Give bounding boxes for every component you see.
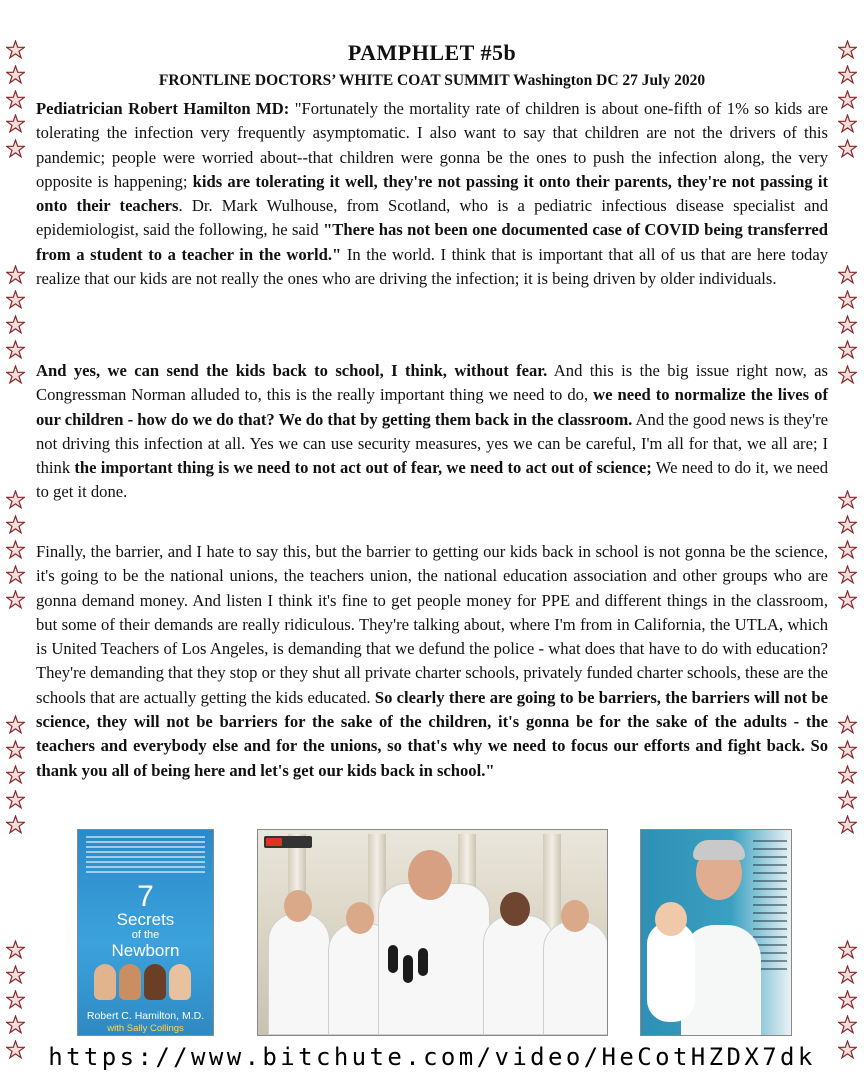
book-coauthor: with Sally Collings — [107, 1023, 184, 1034]
book-title-line-3: Newborn — [111, 941, 180, 960]
babies-illustration — [92, 958, 199, 1000]
star-icon — [6, 365, 25, 384]
star-icon — [838, 315, 857, 334]
pamphlet-title: PAMPHLET #5b — [347, 40, 517, 65]
star-icon — [6, 65, 25, 84]
star-icon — [838, 114, 857, 133]
p3-text-1: Finally, the barrier, and I hate to say this, but the barrier to getting our kids back in school is not gonna be the science, it's going to be the national unions, the teachers union, the national education association and other groups who are gonna demand money. And listen I think it's fine to get people money for PPE and different things in the classroom, but some of their demands are really ridiculous. They're talking about, where I'm from in California, the UTLA, which is United Teachers of Los Angeles, is demanding that we defund the police - what does that have to do with education? They're demanding that they stop or they shut all private charter schools, privately funded charter schools, these are the schools that are actually getting the kids educated. — [36, 542, 828, 707]
star-icon — [6, 139, 25, 158]
book-title-line-2: of the — [131, 929, 160, 941]
star-icon — [838, 40, 857, 59]
star-icon — [838, 365, 857, 384]
star-icon — [838, 490, 857, 509]
star-icon — [838, 290, 857, 309]
star-icon — [838, 590, 857, 609]
star-icon — [6, 590, 25, 609]
p2-bold-2: we need to normalize the lives of our children - how do we do that? We do that by getting them back in the classroom. — [36, 385, 828, 429]
star-icon — [838, 740, 857, 759]
event-subtitle: FRONTLINE DOCTORS’ WHITE COAT SUMMIT Washington DC 27 July 2020 — [158, 72, 706, 89]
p1-text-1: "Fortunately the mortality rate of children is about one-fifth of 1% so kids are tolerating the infection very frequently asymptomatic. I also want to say that children are not the drivers of this pandemic; people were worried about--that children were gonna be the ones to push the infection along, the very opposite is happening; — [36, 99, 828, 191]
star-icon — [838, 515, 857, 534]
star-icon — [6, 790, 25, 809]
star-icon — [6, 340, 25, 359]
summit-photo — [257, 829, 608, 1036]
star-icon — [838, 940, 857, 959]
star-icon — [6, 765, 25, 784]
doctor-portrait-photo — [640, 829, 792, 1036]
star-icon — [838, 990, 857, 1009]
star-icon — [6, 265, 25, 284]
p1-text-2: . Dr. Mark Wulhouse, from Scotland, who is a pediatric infectious disease specialist and epidemiologist, said the following, he said — [36, 196, 828, 240]
star-icon — [6, 815, 25, 834]
star-icon — [6, 565, 25, 584]
p2-bold-1: And yes, we can send the kids back to school, I think, without fear. — [36, 361, 548, 380]
p2-bold-3: the important thing is we need to not act out of fear, we need to act out of science; — [74, 458, 652, 478]
paragraph-3 — [36, 540, 828, 783]
star-icon — [838, 139, 857, 158]
book-title-line-1: Secrets — [116, 910, 175, 929]
star-icon — [838, 340, 857, 359]
star-icon — [6, 540, 25, 559]
star-icon — [6, 965, 25, 984]
book-title-number: 7 — [137, 880, 154, 913]
star-icon — [6, 1015, 25, 1034]
star-icon — [6, 90, 25, 109]
star-icon — [6, 315, 25, 334]
star-icon — [6, 114, 25, 133]
video-url[interactable]: https://www.bitchute.com/video/HeCotHZDX7dk — [48, 1043, 816, 1071]
star-icon — [6, 940, 25, 959]
paragraph-1 — [36, 97, 828, 291]
star-icon — [838, 1015, 857, 1034]
book-title — [78, 910, 213, 960]
p2-text-2: And the good news is they're not driving this infection at all. Yes we can use security measures, yes we can be careful, I'm all for that, we all are; I think — [36, 409, 828, 478]
star-icon — [838, 540, 857, 559]
star-icon — [838, 965, 857, 984]
speaker-name: Pediatrician Robert Hamilton MD: — [36, 99, 290, 118]
live-broadcast-badge — [264, 836, 312, 848]
star-icon — [6, 490, 25, 509]
p2-text-3: We need to do it, we need to get it done. — [36, 458, 828, 502]
star-icon — [6, 40, 25, 59]
star-icon — [6, 990, 25, 1009]
star-icon — [6, 740, 25, 759]
star-icon — [838, 765, 857, 784]
star-icon — [838, 65, 857, 84]
p1-text-3: In the world. I think that is important that all of us that are here today realize that our kids are not really the ones who are driving the infection; it is being driven by older individuals. — [36, 244, 828, 289]
p2-text-1: And this is the big issue right now, as Congressman Norman alluded to, this is the really important thing we need to do, — [36, 361, 829, 405]
star-icon — [838, 790, 857, 809]
star-icon — [6, 290, 25, 309]
p1-bold-1: kids are tolerating it well, they're not passing it onto their parents, they're not passing it onto their teachers — [36, 171, 828, 216]
star-icon — [838, 265, 857, 284]
star-icon — [838, 715, 857, 734]
p1-bold-2: "There has not been one documented case of COVID being transferred from a student to a teacher in the world." — [36, 220, 828, 264]
paragraph-2 — [36, 359, 828, 505]
star-icon — [838, 565, 857, 584]
star-icon — [6, 515, 25, 534]
p3-bold-1: So clearly there are going to be barriers, the barriers will not be science, they will not be barriers for the sake of the children, it's gonna be for the sake of the adults - the teachers and everybody else and for the unions, so that's why we need to focus our efforts and fight back. So thank you all of being here and let's get our kids back in school." — [36, 687, 828, 780]
book-cover-image — [77, 829, 214, 1036]
book-author: Robert C. Hamilton, M.D. — [86, 1010, 205, 1022]
star-icon — [838, 815, 857, 834]
star-icon — [838, 90, 857, 109]
star-icon — [6, 715, 25, 734]
book-blurb-text — [86, 836, 205, 876]
